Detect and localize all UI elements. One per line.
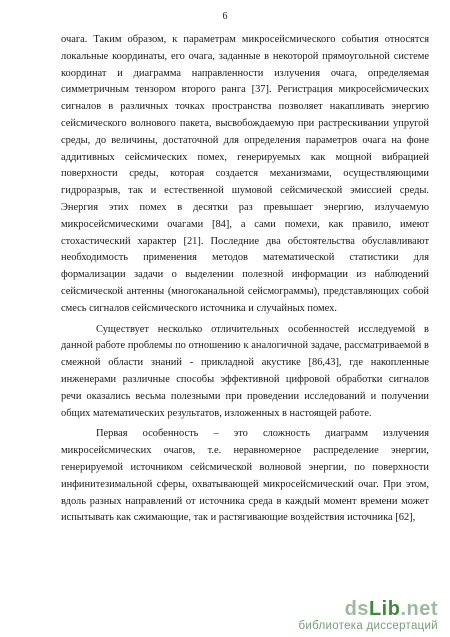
watermark-wordmark <box>298 598 438 620</box>
paragraph: очага. Таким образом, к параметрам микросейсмического события относятся локальные координаты, его очага, заданные в некоторой прямоугольной системе координат и диаграмма направленности излучения очага, определяемая симметричным тензором второго ранга [37]. Регистрация микросейсмических сигналов в различных точках пространства позволяет накапливать энергию сейсмического волнового пакета, высвобождаемую при растрескивании упругой среды, до величины, достаточной для определения параметров очага на фоне аддитивных сейсмических помех, генерируемых как мощной вибрацией поверхности среды, которая создается механизмами, осуществляющими гидроразрыв, так и естественной шумовой сейсмической эмиссией среды. Энергия этих помех в десятки раз превышает энергию, излучаемую микросейсмическими очагами [84], а сами помехи, как правило, имеют стохастический характер [21]. Последние два обстоятельства обуславливают необходимость применения методов математической статистики для формализации задачи о выделении полезной информации из наблюдений сейсмической антенны (многоканальной сейсмограммы), представляющих собой смесь сигналов сейсмического источника и случайных помех. <box>61 34 429 314</box>
page-number: 6 <box>222 11 228 22</box>
paragraph: Существует несколько отличительных особенностей исследуемой в данной работе проблемы по отношению к аналогичной задаче, рассматриваемой в смежной области знаний - прикладной акустике [86,43], где накопленные инженерами различные способы эффективной цифровой обработки сигналов речи оказались весьма полезными при проведении исследований и получении общих математических результатов, изложенных в настоящей работе. <box>61 323 429 419</box>
wordmark-lib: Lib <box>368 598 401 620</box>
wordmark-ds: ds <box>344 598 369 620</box>
wordmark-net: .net <box>400 598 438 620</box>
watermark-subtitle: библиотека диссертаций <box>298 620 438 632</box>
paragraph: Первая особенность – это сложность диаграмм излучения микросейсмических очагов, т.е. неравномерное распределение энергии, генерируемой источником сейсмической волновой энергии, по поверхности инфинитезимальной сферы, охватывающей микросейсмический очаг. При этом, вдоль разных направлений от источника среда в каждый момент времени может испытывать как сжимающие, так и растягивающие воздействия источника [62], <box>61 428 429 524</box>
document-body <box>61 32 429 527</box>
watermark-logo <box>298 598 438 633</box>
